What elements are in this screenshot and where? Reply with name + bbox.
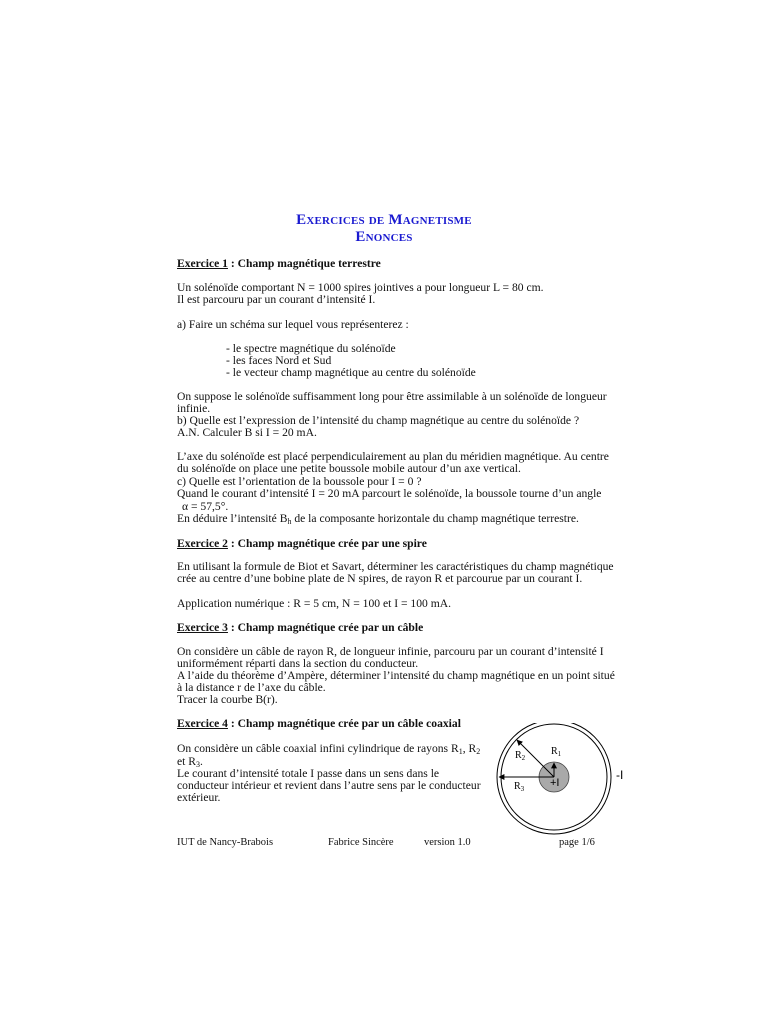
ex4-paragraph: extérieur. (177, 791, 221, 804)
inner-current-label: +I (550, 777, 560, 789)
exercise-3-title: Champ magnétique crée par un câble (237, 621, 424, 634)
ex1-angle-value: α = 57,5°. (182, 500, 229, 513)
exercise-3-label: Exercice 3 (177, 621, 228, 634)
ex2-paragraph: crée au centre d’une bobine plate de N spires, de rayon R et parcourue par un courant I. (177, 572, 583, 585)
ex3-paragraph: On considère un câble de rayon R, de longueur infinie, parcouru par un courant d’intensité I (177, 645, 604, 658)
ex1-bullet-item: - le vecteur champ magnétique au centre du solénoïde (226, 366, 476, 379)
ex4-subscript: 2 (476, 747, 481, 756)
ex2-numerical-application: Application numérique : R = 5 cm, N = 100 et I = 100 mA. (177, 597, 451, 610)
ex1-paragraph: infinie. (177, 402, 211, 415)
footer-page-number: page 1/6 (559, 837, 595, 848)
ex1-paragraph: L’axe du solénoïde est placé perpendiculairement au plan du méridien magnétique. Au centre (177, 450, 609, 463)
ex4-paragraph: conducteur intérieur et revient dans l’autre sens par le conducteur (177, 779, 481, 792)
exercise-3-heading (177, 621, 423, 634)
ex3-paragraph: à la distance r de l’axe du câble. (177, 681, 326, 694)
ex1-paragraph: Un solénoïde comportant N = 1000 spires jointives a pour longueur L = 80 cm. (177, 281, 544, 294)
ex1-question-c: c) Quelle est l’orientation de la boussole pour I = 0 ? (177, 475, 422, 488)
ex1-question-b: b) Quelle est l’expression de l’intensité du champ magnétique au centre du solénoïde ? (177, 414, 580, 427)
ex1-subscript: h (287, 517, 292, 526)
ex1-text-part: En déduire l’intensité B (177, 512, 288, 525)
ex3-paragraph: uniformément réparti dans la section du conducteur. (177, 657, 419, 670)
ex1-numerical-application: A.N. Calculer B si I = 20 mA. (177, 426, 317, 439)
exercise-1-sep: : (227, 257, 238, 270)
radius-r2-label: $R_2$ (515, 750, 526, 762)
ex4-paragraph: Le courant d’intensité totale I passe dans un sens dans le (177, 767, 440, 780)
ex1-paragraph: Il est parcouru par un courant d’intensité I. (177, 293, 376, 306)
exercise-2-title: Champ magnétique crée par une spire (237, 537, 427, 550)
exercise-2-sep: : (227, 537, 238, 550)
outer-current-label: -I (616, 768, 624, 782)
exercise-4-sep: : (227, 717, 238, 730)
ex4-subscript: 3 (196, 760, 200, 769)
radius-r3-label: $R_3$ (514, 781, 525, 793)
exercise-2-heading (177, 537, 427, 550)
ex4-text-part: On considère un câble coaxial infini cylindrique de rayons R (177, 742, 459, 755)
ex3-paragraph: A l’aide du théorème d’Ampère, déterminer l’intensité du champ magnétique en un point situé (177, 669, 615, 682)
page-subtitle: Enonces (355, 229, 413, 245)
ex1-paragraph (177, 512, 579, 525)
ex4-text-part: , R (462, 742, 477, 755)
ex1-paragraph: Quand le courant d’intensité I = 20 mA parcourt le solénoïde, la boussole tourne d’un angle (177, 487, 602, 500)
ex3-paragraph: Tracer la courbe B(r). (177, 693, 278, 706)
exercise-3-sep: : (227, 621, 238, 634)
exercise-4-heading (177, 717, 461, 730)
page-title: Exercices de Magnetisme (296, 212, 472, 228)
ex1-text-part: de la composante horizontale du champ magnétique terrestre. (291, 512, 579, 525)
ex1-bullet-item: - les faces Nord et Sud (226, 354, 332, 367)
ex4-text-part: et R (177, 755, 196, 768)
ex2-paragraph: En utilisant la formule de Biot et Savart, déterminer les caractéristiques du champ magnétique (177, 560, 614, 573)
ex1-paragraph: On suppose le solénoïde suffisamment long pour être assimilable à un solénoïde de longueur (177, 390, 607, 403)
radius-r1-label: $R_1$ (551, 746, 562, 758)
footer-author: Fabrice Sincère (328, 837, 394, 848)
ex1-bullet-item: - le spectre magnétique du solénoïde (226, 342, 396, 355)
ex4-text-part: . (200, 755, 203, 768)
ex1-question-a: a) Faire un schéma sur lequel vous représenterez : (177, 318, 409, 331)
exercise-1-label: Exercice 1 (177, 257, 228, 270)
footer-version: version 1.0 (424, 837, 471, 848)
coaxial-cable-diagram (490, 723, 640, 835)
ex4-paragraph (177, 742, 480, 755)
exercise-2-label: Exercice 2 (177, 537, 228, 550)
exercise-1-heading (177, 257, 381, 270)
ex4-subscript: 1 (458, 747, 463, 756)
exercise-4-label: Exercice 4 (177, 717, 228, 730)
exercise-1-title: Champ magnétique terrestre (237, 257, 381, 270)
footer-institution: IUT de Nancy-Brabois (177, 837, 274, 848)
exercise-4-title: Champ magnétique crée par un câble coaxial (237, 717, 461, 730)
ex1-paragraph: du solénoïde on place une petite boussole mobile autour d’un axe vertical. (177, 462, 521, 475)
